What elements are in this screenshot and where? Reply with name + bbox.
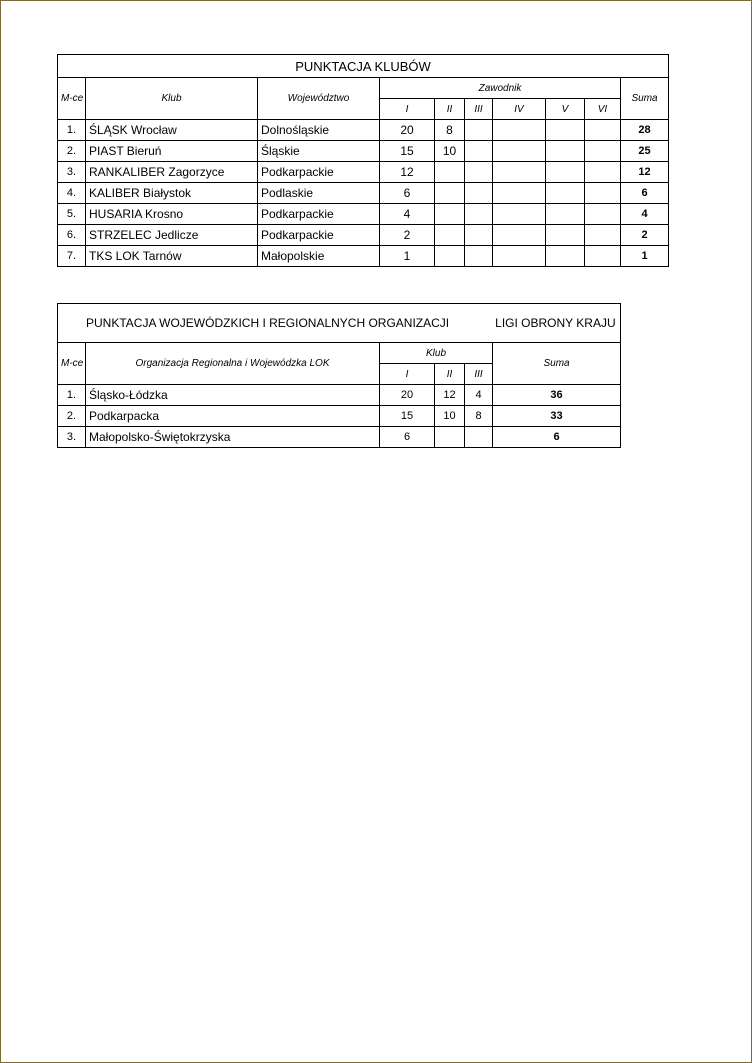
- score-cell: [585, 120, 621, 141]
- score-cell: [546, 141, 585, 162]
- score-cell: 4: [465, 385, 493, 406]
- region-cell: Dolnośląskie: [258, 120, 380, 141]
- score-cell: [435, 246, 465, 267]
- orgs-header-club: Klub: [380, 343, 493, 364]
- org-cell: Małopolsko-Świętokrzyska: [86, 427, 380, 448]
- header-col-5: V: [546, 99, 585, 120]
- score-cell: [546, 204, 585, 225]
- orgs-header-col-1: I: [380, 364, 435, 385]
- score-cell: 8: [465, 406, 493, 427]
- org-cell: Śląsko-Łódzka: [86, 385, 380, 406]
- score-cell: [546, 183, 585, 204]
- place-cell: 4.: [58, 183, 86, 204]
- table-row: [58, 246, 669, 267]
- place-cell: 2.: [58, 141, 86, 162]
- score-cell: [465, 204, 493, 225]
- clubs-table: [57, 54, 669, 267]
- clubs-title: PUNKTACJA KLUBÓW: [58, 55, 669, 78]
- header-col-2: II: [435, 99, 465, 120]
- place-cell: 3.: [58, 427, 86, 448]
- sum-cell: 33: [493, 406, 621, 427]
- score-cell: [585, 204, 621, 225]
- region-cell: Małopolskie: [258, 246, 380, 267]
- score-cell: [546, 246, 585, 267]
- sum-cell: 6: [493, 427, 621, 448]
- score-cell: 12: [435, 385, 465, 406]
- score-cell: 6: [380, 427, 435, 448]
- header-club: Klub: [86, 78, 258, 120]
- score-cell: [435, 204, 465, 225]
- score-cell: [585, 225, 621, 246]
- score-cell: [435, 183, 465, 204]
- header-sum: Suma: [621, 78, 669, 120]
- score-cell: [435, 427, 465, 448]
- score-cell: [546, 225, 585, 246]
- score-cell: [493, 225, 546, 246]
- score-cell: 6: [380, 183, 435, 204]
- club-cell: PIAST Bieruń: [86, 141, 258, 162]
- score-cell: 8: [435, 120, 465, 141]
- score-cell: [493, 120, 546, 141]
- header-col-3: III: [465, 99, 493, 120]
- region-cell: Podkarpackie: [258, 204, 380, 225]
- sum-cell: 2: [621, 225, 669, 246]
- place-cell: 6.: [58, 225, 86, 246]
- score-cell: [493, 204, 546, 225]
- score-cell: [493, 162, 546, 183]
- score-cell: [465, 246, 493, 267]
- score-cell: 10: [435, 141, 465, 162]
- score-cell: [465, 427, 493, 448]
- place-cell: 3.: [58, 162, 86, 183]
- score-cell: [585, 183, 621, 204]
- score-cell: [435, 162, 465, 183]
- place-cell: 1.: [58, 385, 86, 406]
- club-cell: KALIBER Białystok: [86, 183, 258, 204]
- header-col-6: VI: [585, 99, 621, 120]
- score-cell: 20: [380, 385, 435, 406]
- place-cell: 1.: [58, 120, 86, 141]
- table-row: [58, 225, 669, 246]
- region-cell: Podlaskie: [258, 183, 380, 204]
- score-cell: [465, 162, 493, 183]
- region-cell: Podkarpackie: [258, 162, 380, 183]
- sum-cell: 25: [621, 141, 669, 162]
- sum-cell: 1: [621, 246, 669, 267]
- orgs-table: [57, 303, 621, 448]
- header-place: M-ce: [58, 78, 86, 120]
- score-cell: [585, 141, 621, 162]
- header-col-4: IV: [493, 99, 546, 120]
- score-cell: [546, 120, 585, 141]
- score-cell: [465, 120, 493, 141]
- orgs-header-col-3: III: [465, 364, 493, 385]
- table-row: [58, 427, 621, 448]
- table-row: [58, 120, 669, 141]
- orgs-title-right: LIGI OBRONY KRAJU: [495, 316, 616, 330]
- table-row: [58, 141, 669, 162]
- sum-cell: 6: [621, 183, 669, 204]
- score-cell: 12: [380, 162, 435, 183]
- score-cell: 20: [380, 120, 435, 141]
- table-row: [58, 385, 621, 406]
- region-cell: Śląskie: [258, 141, 380, 162]
- score-cell: 1: [380, 246, 435, 267]
- place-cell: 7.: [58, 246, 86, 267]
- score-cell: [585, 162, 621, 183]
- score-cell: [493, 183, 546, 204]
- header-players: Zawodnik: [380, 78, 621, 99]
- sum-cell: 4: [621, 204, 669, 225]
- score-cell: [585, 246, 621, 267]
- score-cell: [465, 225, 493, 246]
- score-cell: 15: [380, 406, 435, 427]
- score-cell: [546, 162, 585, 183]
- orgs-header-org: Organizacja Regionalna i Wojewódzka LOK: [86, 343, 380, 385]
- orgs-header-sum: Suma: [493, 343, 621, 385]
- score-cell: 10: [435, 406, 465, 427]
- table-row: [58, 406, 621, 427]
- club-cell: STRZELEC Jedlicze: [86, 225, 258, 246]
- score-cell: [435, 225, 465, 246]
- score-cell: 15: [380, 141, 435, 162]
- orgs-header-place: M-ce: [58, 343, 86, 385]
- score-cell: 4: [380, 204, 435, 225]
- score-cell: [465, 141, 493, 162]
- score-cell: [493, 246, 546, 267]
- sum-cell: 12: [621, 162, 669, 183]
- table-row: [58, 204, 669, 225]
- club-cell: ŚLĄSK Wrocław: [86, 120, 258, 141]
- org-cell: Podkarpacka: [86, 406, 380, 427]
- place-cell: 2.: [58, 406, 86, 427]
- header-col-1: I: [380, 99, 435, 120]
- sum-cell: 28: [621, 120, 669, 141]
- orgs-title: [58, 304, 621, 343]
- orgs-title-left: PUNKTACJA WOJEWÓDZKICH I REGIONALNYCH ORGANIZACJI: [86, 316, 450, 330]
- club-cell: TKS LOK Tarnów: [86, 246, 258, 267]
- table-row: [58, 183, 669, 204]
- score-cell: [493, 141, 546, 162]
- place-cell: 5.: [58, 204, 86, 225]
- club-cell: RANKALIBER Zagorzyce: [86, 162, 258, 183]
- club-cell: HUSARIA Krosno: [86, 204, 258, 225]
- score-cell: 2: [380, 225, 435, 246]
- table-row: [58, 162, 669, 183]
- sum-cell: 36: [493, 385, 621, 406]
- region-cell: Podkarpackie: [258, 225, 380, 246]
- score-cell: [465, 183, 493, 204]
- orgs-header-col-2: II: [435, 364, 465, 385]
- header-region: Województwo: [258, 78, 380, 120]
